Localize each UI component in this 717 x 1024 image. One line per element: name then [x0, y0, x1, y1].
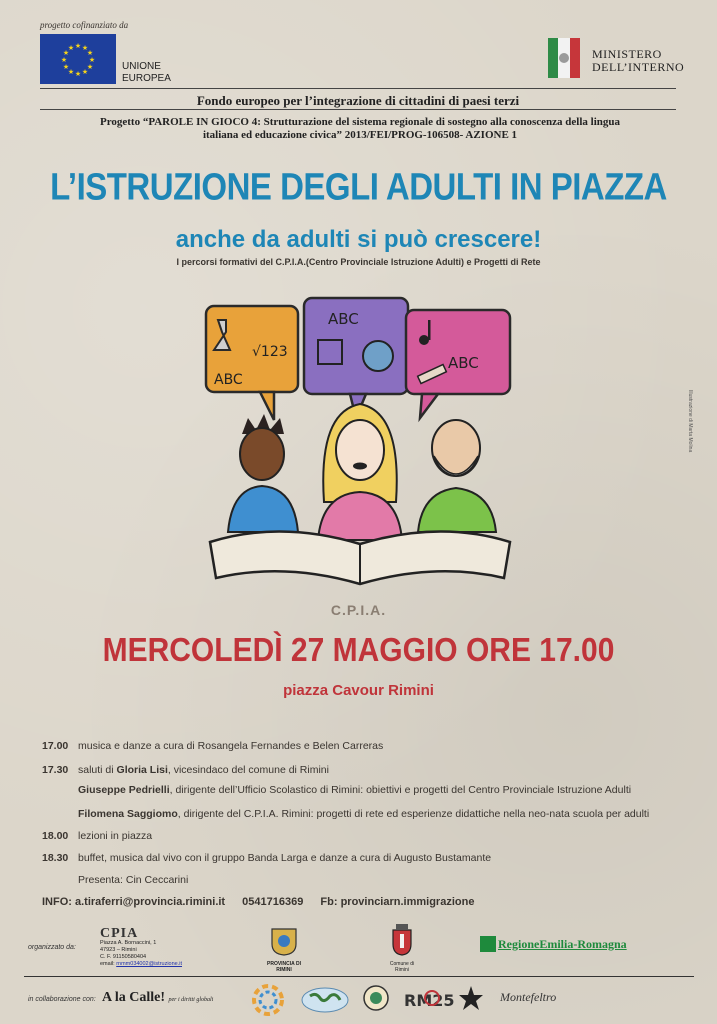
program-desc-post: , dirigente del C.P.I.A. Rimini: progetti di rete ed esperienze didattiche nella neo-nata scuola per adulti — [177, 808, 650, 820]
svg-text:★: ★ — [81, 68, 89, 76]
program-desc — [78, 808, 649, 820]
program-time: 18.00 — [42, 830, 69, 842]
alacalle-label: A la Calle! — [102, 990, 165, 1005]
speech-bubble-science — [206, 306, 298, 420]
cpia-email-line — [100, 961, 182, 968]
main-title: L’ISTRUZIONE DEGLI ADULTI IN PIAZZA — [50, 165, 667, 208]
partner-logo-map — [300, 984, 350, 1019]
program-desc-pre: saluti di — [78, 764, 117, 776]
world-map-icon — [300, 984, 350, 1014]
project-description — [60, 116, 660, 142]
comune-logo — [384, 924, 420, 973]
svg-text:★: ★ — [81, 44, 89, 52]
program-desc-post: , dirigente dell’Ufficio Scolastico di Rimini: obiettivi e progetti del Centro Provinciale Istruzione Adulti — [169, 784, 632, 796]
program-desc-post: musica e danze a cura di Rosangela Fernandes e Belen Carreras — [78, 740, 384, 752]
program-desc — [78, 764, 329, 776]
svg-text:★: ★ — [74, 42, 82, 50]
program-desc-name: Gloria Lisi — [116, 764, 168, 776]
fund-title: Fondo europeo per l’integrazione di cittadini di paesi terzi — [196, 93, 520, 108]
program-desc-name: Filomena Saggiomo — [78, 808, 178, 820]
divider — [40, 109, 676, 110]
regione-logo — [480, 934, 627, 954]
program-desc — [78, 740, 383, 752]
partner-logo-wheel — [252, 984, 284, 1021]
provincia-label: PROVINCIA DI RIMINI — [267, 961, 301, 973]
project-line-2: italiana ed educazione civica” 2013/FEI/PROG-106508- AZIONE 1 — [202, 129, 518, 141]
svg-text:★: ★ — [60, 56, 68, 64]
program-desc — [78, 784, 631, 796]
program-desc-name: Giuseppe Pedrielli — [78, 784, 170, 796]
alacalle-logo — [102, 990, 213, 1006]
partner-logo-rm25 — [404, 984, 455, 1019]
illustration-credit: Illustrazione di Marta Molina — [687, 390, 693, 453]
program-desc-post: Presenta: Cin Ceccarini — [78, 874, 189, 886]
svg-text:★: ★ — [88, 56, 96, 64]
organized-by-label: organizzato da: — [28, 944, 76, 951]
provincia-emblem-icon — [269, 926, 299, 956]
star-icon — [458, 984, 484, 1014]
project-line-1: Progetto “PAROLE IN GIOCO 4: Strutturazione del sistema regionale di sostegno alla conoscenza della lingua — [99, 116, 621, 128]
info-facebook: Fb: provinciarn.immigrazione — [320, 896, 475, 908]
cpia-email-link[interactable]: rnmm034002@istruzione.it — [116, 961, 183, 967]
program-desc — [78, 874, 188, 886]
bubble-1-math-text: √123 — [252, 344, 288, 360]
cpia-email-label: email: — [100, 961, 117, 967]
program-desc — [78, 852, 491, 864]
svg-text:★: ★ — [67, 68, 75, 76]
bubble-2-abc-text: ABC — [328, 310, 359, 328]
subtitle: anche da adulti si può crescere! — [175, 226, 542, 253]
info-line — [42, 896, 488, 908]
montefeltro-label: Montefeltro — [500, 990, 557, 1004]
program-time: 17.30 — [42, 764, 69, 776]
ministry-label — [592, 48, 684, 74]
person-woman — [318, 404, 402, 540]
speech-bubble-music — [406, 310, 510, 418]
collaboration-label: in collaborazione con: — [28, 996, 96, 1003]
program-time: 17.00 — [42, 740, 69, 752]
cpia-logo: CPIA — [100, 926, 139, 941]
svg-text:★: ★ — [74, 70, 82, 78]
person-man — [418, 420, 496, 532]
info-phone: 0541716369 — [242, 896, 304, 908]
cofinanced-label: progetto cofinanziato da — [40, 20, 129, 30]
divider — [24, 976, 694, 977]
svg-text:★: ★ — [62, 49, 70, 57]
ministry-emblem-icon — [548, 38, 584, 78]
partner-logo-star — [458, 984, 484, 1019]
divider — [40, 88, 676, 89]
cpia-address-line: C. F. 91150580404 — [100, 954, 147, 960]
cpia-address — [100, 940, 182, 968]
program-desc-post: lezioni in piazza — [78, 830, 153, 842]
comune-emblem-icon — [390, 924, 414, 956]
event-place: piazza Cavour Rimini — [283, 682, 434, 699]
regione-mark-icon — [480, 936, 496, 952]
ministry-line-2: DELL’INTERNO — [592, 60, 685, 74]
color-wheel-icon — [252, 984, 284, 1016]
rm25-logo-icon — [404, 984, 455, 1014]
illustration — [200, 292, 520, 592]
regione-label: RegioneEmilia-Romagna — [498, 936, 627, 951]
courses-line: I percorsi formativi del C.P.I.A.(Centro Provinciale Istruzione Adulti) e Progetti di Rete — [176, 257, 541, 267]
svg-text:★: ★ — [67, 44, 75, 52]
cpia-address-line: 47923 – Rimini — [100, 947, 137, 953]
comune-label: Comune di Rimini — [389, 961, 415, 973]
program-desc — [78, 830, 152, 842]
bubble-3-abc-text: ABC — [448, 354, 479, 372]
ministry-line-1: MINISTERO — [592, 47, 662, 61]
alacalle-sub: per i diritti globali — [168, 997, 214, 1003]
svg-text:★: ★ — [62, 63, 70, 71]
program-time: 18.30 — [42, 852, 69, 864]
program-desc-post: , vicesindaco del comune di Rimini — [167, 764, 329, 776]
eu-label-line-2: EUROPEA — [122, 73, 171, 84]
svg-text:★: ★ — [86, 63, 94, 71]
bubble-1-abc-text: ABC — [214, 372, 243, 388]
info-email: INFO: a.tiraferri@provincia.rimini.it — [42, 896, 226, 908]
cpia-label: C.P.I.A. — [330, 602, 387, 618]
eu-label-line-1: UNIONE — [122, 61, 161, 72]
eu-flag-icon — [40, 34, 116, 84]
rm25-label: RM25 — [404, 991, 455, 1010]
provincia-logo — [266, 926, 302, 973]
event-date: MERCOLEDÌ 27 MAGGIO ORE 17.00 — [102, 632, 615, 669]
speech-bubble-geometry — [304, 298, 408, 418]
seal-icon — [362, 984, 390, 1012]
cpia-address-line: Piazza A. Bornaccini, 1 — [100, 940, 157, 946]
partner-logo-circle — [362, 984, 390, 1017]
svg-text:★: ★ — [86, 49, 94, 57]
eu-label — [122, 61, 171, 85]
program-desc-post: buffet, musica dal vivo con il gruppo Banda Larga e danze a cura di Augusto Bustamante — [78, 852, 492, 864]
partner-logo-montefeltro — [500, 990, 556, 1005]
person-boy — [228, 414, 298, 532]
